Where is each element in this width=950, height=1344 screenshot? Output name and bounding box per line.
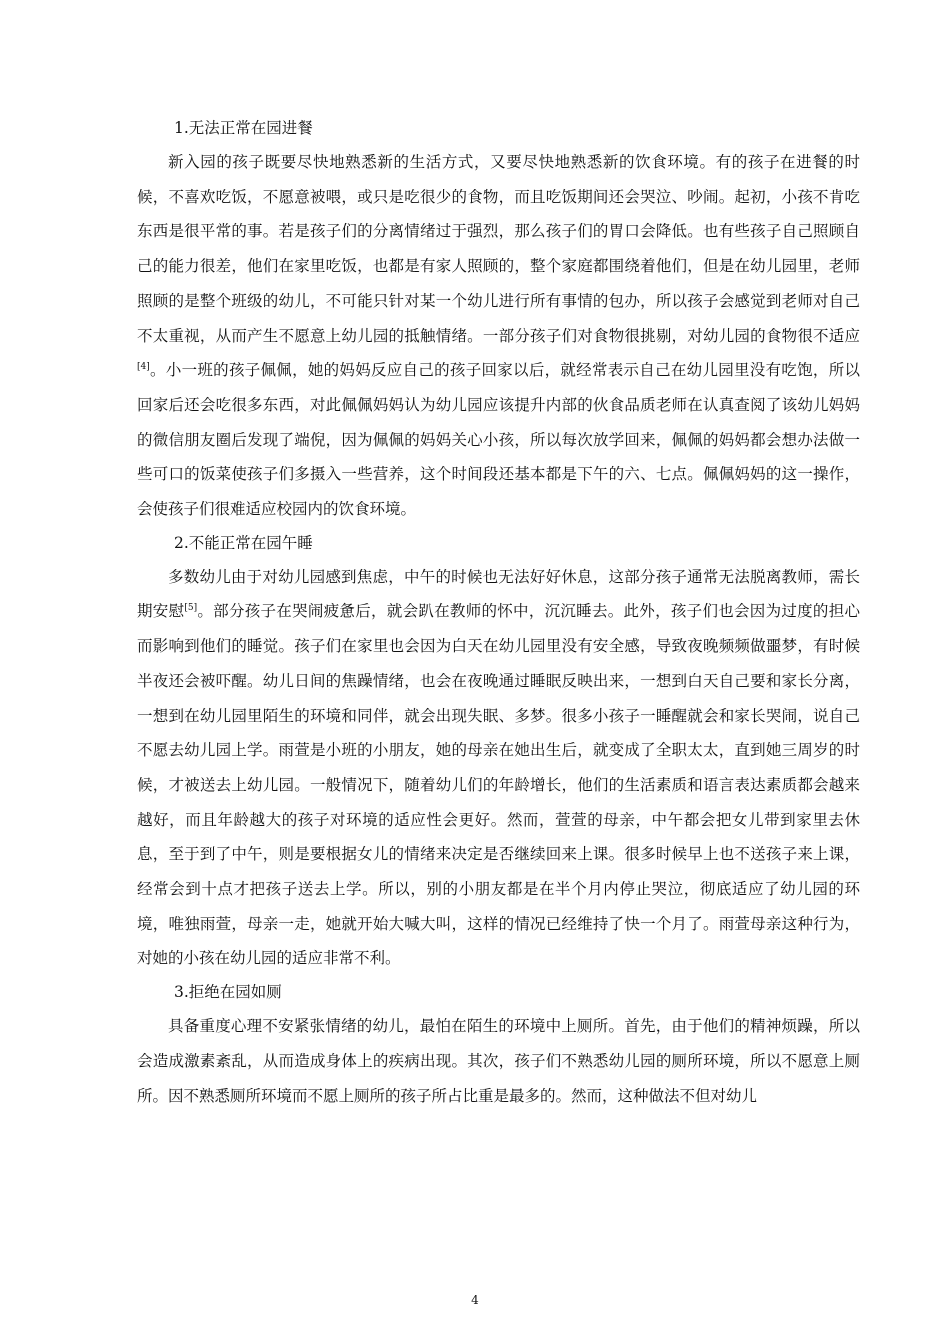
paragraph-text: 多数幼儿由于对幼儿园感到焦虑，中午的时候也无法好好休息，这部分孩子通常无法脱离教师，需长期安慰 bbox=[137, 567, 860, 621]
section-paragraph-nap bbox=[137, 560, 860, 976]
page-body bbox=[137, 112, 860, 1113]
citation-marker: [4] bbox=[137, 362, 150, 373]
page-number: 4 bbox=[471, 1293, 479, 1307]
citation-marker: [5] bbox=[184, 603, 198, 614]
paragraph-text: 。部分孩子在哭闹疲惫后，就会趴在教师的怀中，沉沉睡去。此外，孩子们也会因为过度的担心而影响到他们的睡觉。孩子们在家里也会因为白天在幼儿园里没有安全感，导致夜晚频频做噩梦，有时候半夜还会被吓醒。幼儿日间的焦躁情绪，也会在夜晚通过睡眠反映出来，一想到白天自己要和家长分离，一想到在幼儿园里陌生的环境和同伴，就会出现失眠、多梦。很多小孩子一睡醒就会和家长哭闹，说自己不愿去幼儿园上学。雨萱是小班的小朋友，她的母亲在她出生后，就变成了全职太太，直到她三周岁的时候，才被送去上幼儿园。一般情况下，随着幼儿们的年龄增长，他们的生活素质和语言表达素质都会越来越好，而且年龄越大的孩子对环境的适应性会更好。然而，萱萱的母亲，中午都会把女儿带到家里去休息，至于到了中午，则是要根据女儿的情绪来决定是否继续回来上课。很多时候早上也不送孩子来上课，经常会到十点才把孩子送去上学。所以，别的小朋友都是在半个月内停止哭泣，彻底适应了幼儿园的环境，唯独雨萱，母亲一走，她就开始大喊大叫，这样的情况已经维持了快一个月了。雨萱母亲这种行为，对她的小孩在幼儿园的适应非常不利。 bbox=[137, 602, 860, 968]
section-paragraph-eating bbox=[137, 145, 860, 527]
paragraph-text: 。小一班的孩子佩佩，她的妈妈反应自己的孩子回家以后，就经常表示自己在幼儿园里没有吃饱，所以回家后还会吃很多东西，对此佩佩妈妈认为幼儿园应该提升内部的伙食品质老师在认真查阅了该幼儿妈妈的微信朋友圈后发现了端倪，因为佩佩的妈妈关心小孩，所以每次放学回来，佩佩的妈妈都会想办法做一些可口的饭菜使孩子们多摄入一些营养，这个时间段还基本都是下午的六、七点。佩佩妈妈的这一操作，会使孩子们很难适应校园内的饮食环境。 bbox=[137, 361, 860, 519]
paragraph-text: 新入园的孩子既要尽快地熟悉新的生活方式，又要尽快地熟悉新的饮食环境。有的孩子在进餐的时候，不喜欢吃饭，不愿意被喂，或只是吃很少的食物，而且吃饭期间还会哭泣、吵闹。起初，小孩不肯吃东西是很平常的事。若是孩子们的分离情绪过于强烈，那么孩子们的胃口会降低。也有些孩子自己照顾自己的能力很差，他们在家里吃饭，也都是有家人照顾的，整个家庭都围绕着他们，但是在幼儿园里，老师照顾的是整个班级的幼儿，不可能只针对某一个幼儿进行所有事情的包办，所以孩子会感觉到老师对自己不太重视，从而产生不愿意上幼儿园的抵触情绪。一部分孩子们对食物很挑剔，对幼儿园的食物很不适应 bbox=[137, 153, 860, 345]
section-heading-nap: 2.不能正常在园午睡 bbox=[174, 533, 313, 552]
paragraph-text: 具备重度心理不安紧张情绪的幼儿，最怕在陌生的环境中上厕所。首先，由于他们的精神烦躁，所以会造成激素紊乱，从而造成身体上的疾病出现。其次，孩子们不熟悉幼儿园的厕所环境，所以不愿意上厕所。因不熟悉厕所环境而不愿上厕所的孩子所占比重是最多的。然而，这种做法不但对幼儿 bbox=[137, 1017, 860, 1105]
section-paragraph-toilet bbox=[137, 1009, 860, 1113]
section-heading-toilet: 3.拒绝在园如厕 bbox=[174, 983, 282, 1002]
section-heading-eating: 1.无法正常在园进餐 bbox=[174, 119, 313, 137]
